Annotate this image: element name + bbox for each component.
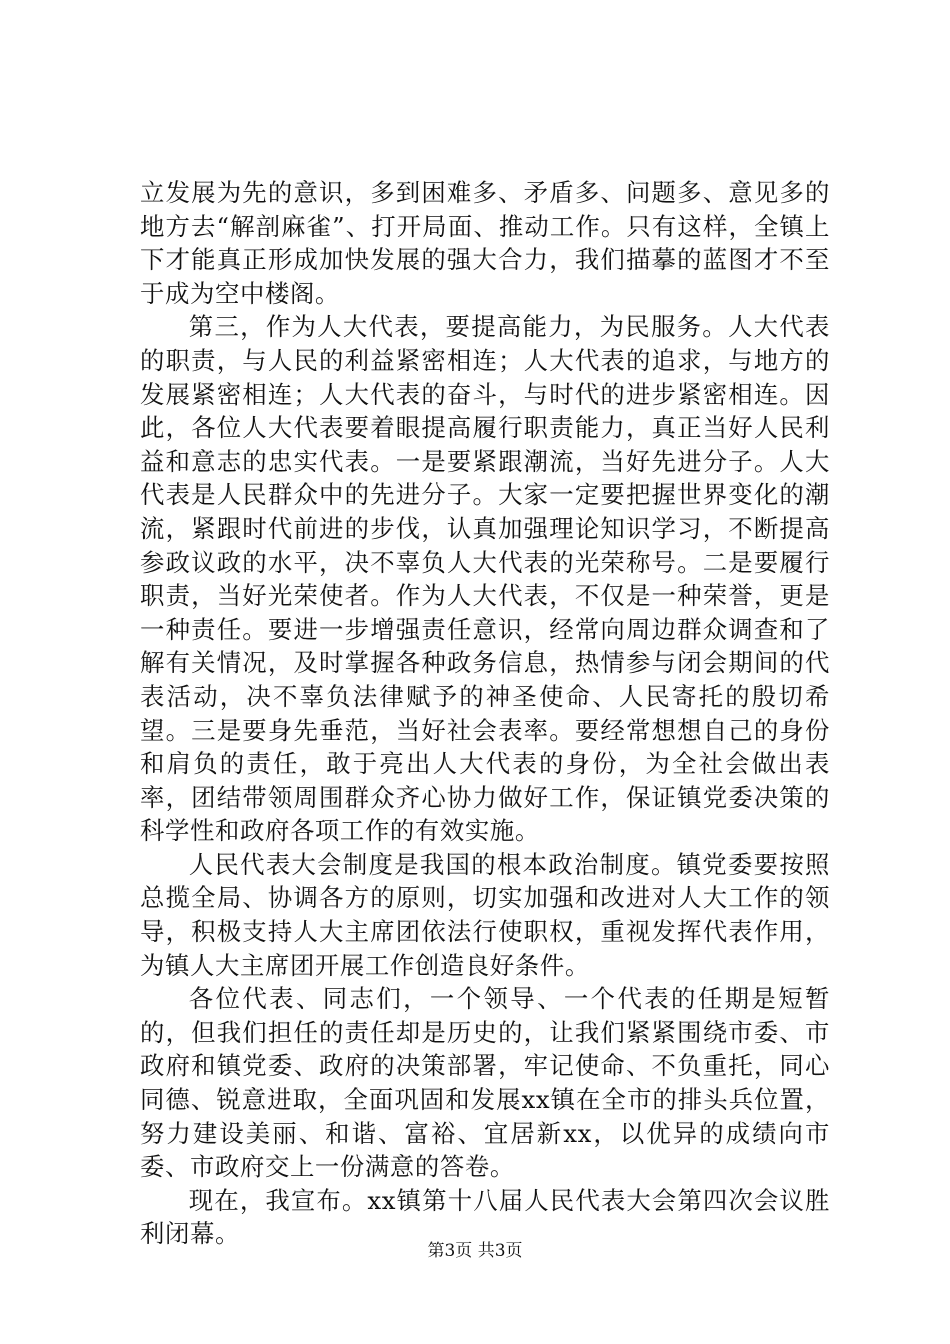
paragraph-4: 各位代表、同志们，一个领导、一个代表的任期是短暂的，但我们担任的责任却是历史的，让我们紧紧围绕市委、市政府和镇党委、政府的决策部署，牢记使命、不负重托，同心同德、锐意进取，全面巩固和发展xx镇在全市的排头兵位置，努力建设美丽、和谐、富裕、宜居新xx，以优异的成绩向市委、市政府交上一份满意的答卷。 — [140, 984, 830, 1182]
paragraph-2: 第三，作为人大代表，要提高能力，为民服务。人大代表的职责，与人民的利益紧密相连；人大代表的追求，与地方的发展紧密相连；人大代表的奋斗，与时代的进步紧密相连。因此，各位人大代表要着眼提高履行职责能力，真正当好人民利益和意志的忠实代表。一是要紧跟潮流，当好先进分子。人大代表是人民群众中的先进分子。大家一定要把握世界变化的潮流，紧跟时代前进的步伐，认真加强理论知识学习，不断提高参政议政的水平，决不辜负人大代表的光荣称号。二是要履行职责，当好光荣使者。作为人大代表，不仅是一种荣誉，更是一种责任。要进一步增强责任意识，经常向周边群众调查和了解有关情况，及时掌握各种政务信息，热情参与闭会期间的代表活动，决不辜负法律赋予的神圣使命、人民寄托的殷切希望。三是要身先垂范，当好社会表率。要经常想想自己的身份和肩负的责任，敢于亮出人大代表的身份，为全社会做出表率，团结带领周围群众齐心协力做好工作，保证镇党委决策的科学性和政府各项工作的有效实施。 — [140, 312, 830, 846]
paragraph-3: 人民代表大会制度是我国的根本政治制度。镇党委要按照总揽全局、协调各方的原则，切实加强和改进对人大工作的领导，积极支持人大主席团依法行使职权，重视发挥代表作用，为镇人大主席团开展工作创造良好条件。 — [140, 849, 830, 980]
page-number-footer: 第3页 共3页 — [427, 1241, 523, 1261]
document-body — [140, 176, 830, 1251]
paragraph-1: 立发展为先的意识，多到困难多、矛盾多、问题多、意见多的地方去“解剖麻雀”、打开局面、推动工作。只有这样，全镇上下才能真正形成加快发展的强大合力，我们描摹的蓝图才不至于成为空中楼阁。 — [140, 178, 830, 308]
paragraph-5: 现在，我宣布。xx镇第十八届人民代表大会第四次会议胜利闭幕。 — [140, 1185, 830, 1249]
